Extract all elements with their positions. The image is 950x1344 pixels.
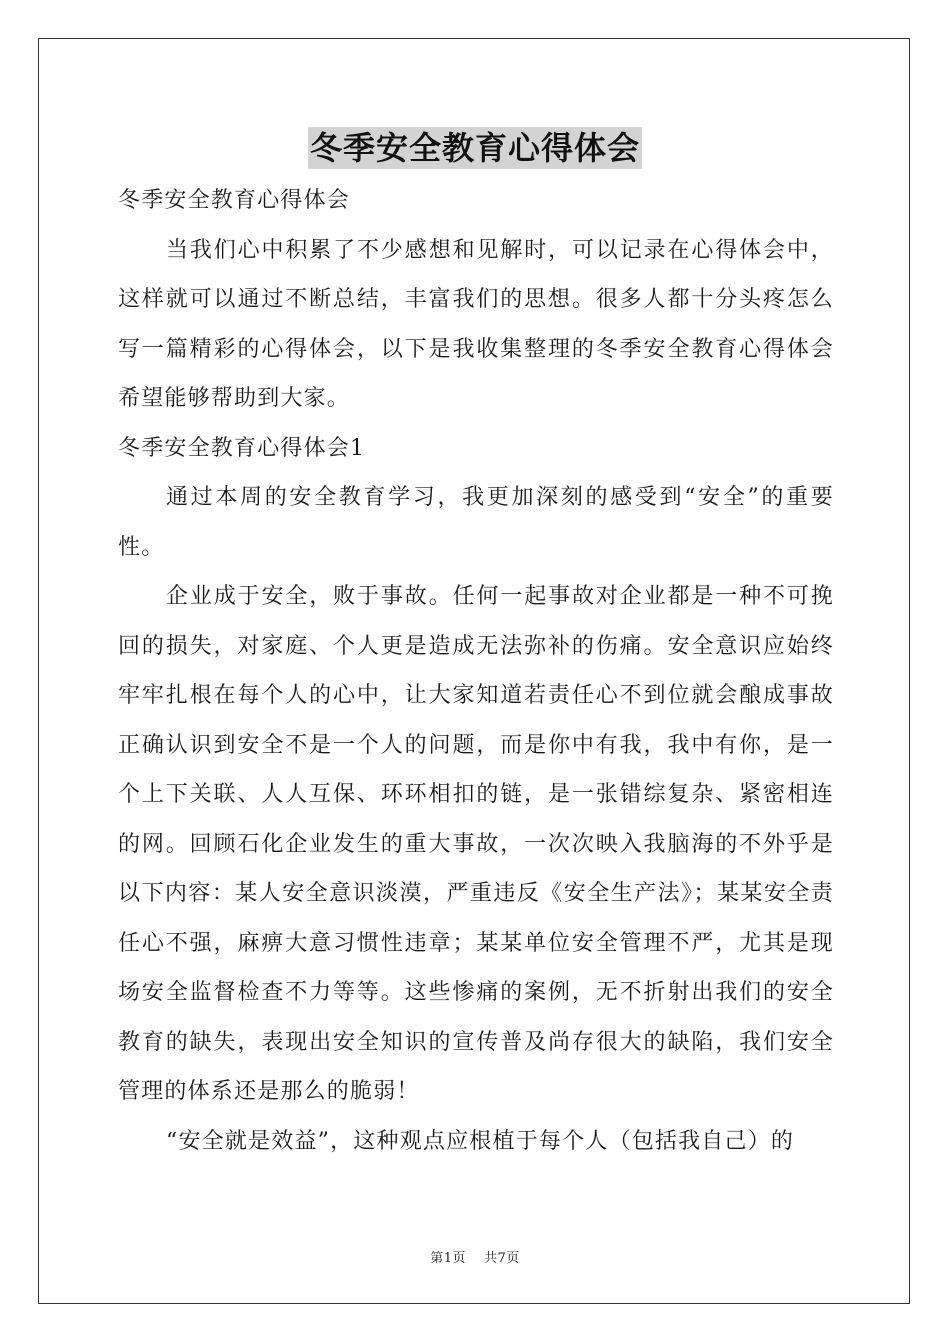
document-body (118, 176, 834, 1166)
page-number: 第1页 (430, 1251, 466, 1266)
page-footer (0, 1247, 950, 1266)
paragraph-section-heading: 冬季安全教育心得体会1 (118, 435, 366, 461)
paragraph-body: 企业成于安全，败于事故。任何一起事故对企业都是一种不可挽回的损失，对家庭、个人更是造成无法弥补的伤痛。安全意识应始终牢牢扎根在每个人的心中，让大家知道若责任心不到位就会酿成事故正确认识到安全不是一个人的问题，而是你中有我，我中有你，是一个上下关联、人人互保、环环相扣的链，是一张错综复杂、紧密相连的网。回顾石化企业发生的重大事故，一次次映入我脑海的不外乎是以下内容：某人安全意识淡漠，严重违反《安全生产法》；某某安全责任心不强，麻痹大意习惯性违章；某某单位安全管理不严，尤其是现场安全监督检查不力等等。这些惨痛的案例，无不折射出我们的安全教育的缺失，表现出安全知识的宣传普及尚存很大的缺陷，我们安全管理的体系还是那么的脆弱！ (118, 584, 834, 1104)
document-title: 冬季安全教育心得体会 (309, 129, 640, 167)
title-container (0, 127, 950, 169)
paragraph-subtitle: 冬季安全教育心得体会 (118, 188, 351, 213)
page-total: 共7页 (484, 1251, 520, 1266)
paragraph-body: “安全就是效益”，这种观点应根植于每个人（包括我自己）的 (166, 1128, 795, 1154)
paragraph-body: 通过本周的安全教育学习，我更加深刻的感受到“安全”的重要性。 (118, 485, 834, 560)
paragraph-intro: 当我们心中积累了不少感想和见解时，可以记录在心得体会中，这样就可以通过不断总结，丰富我们的思想。很多人都十分头疼怎么写一篇精彩的心得体会，以下是我收集整理的冬季安全教育心得体会希望能够帮助到大家。 (118, 237, 834, 411)
